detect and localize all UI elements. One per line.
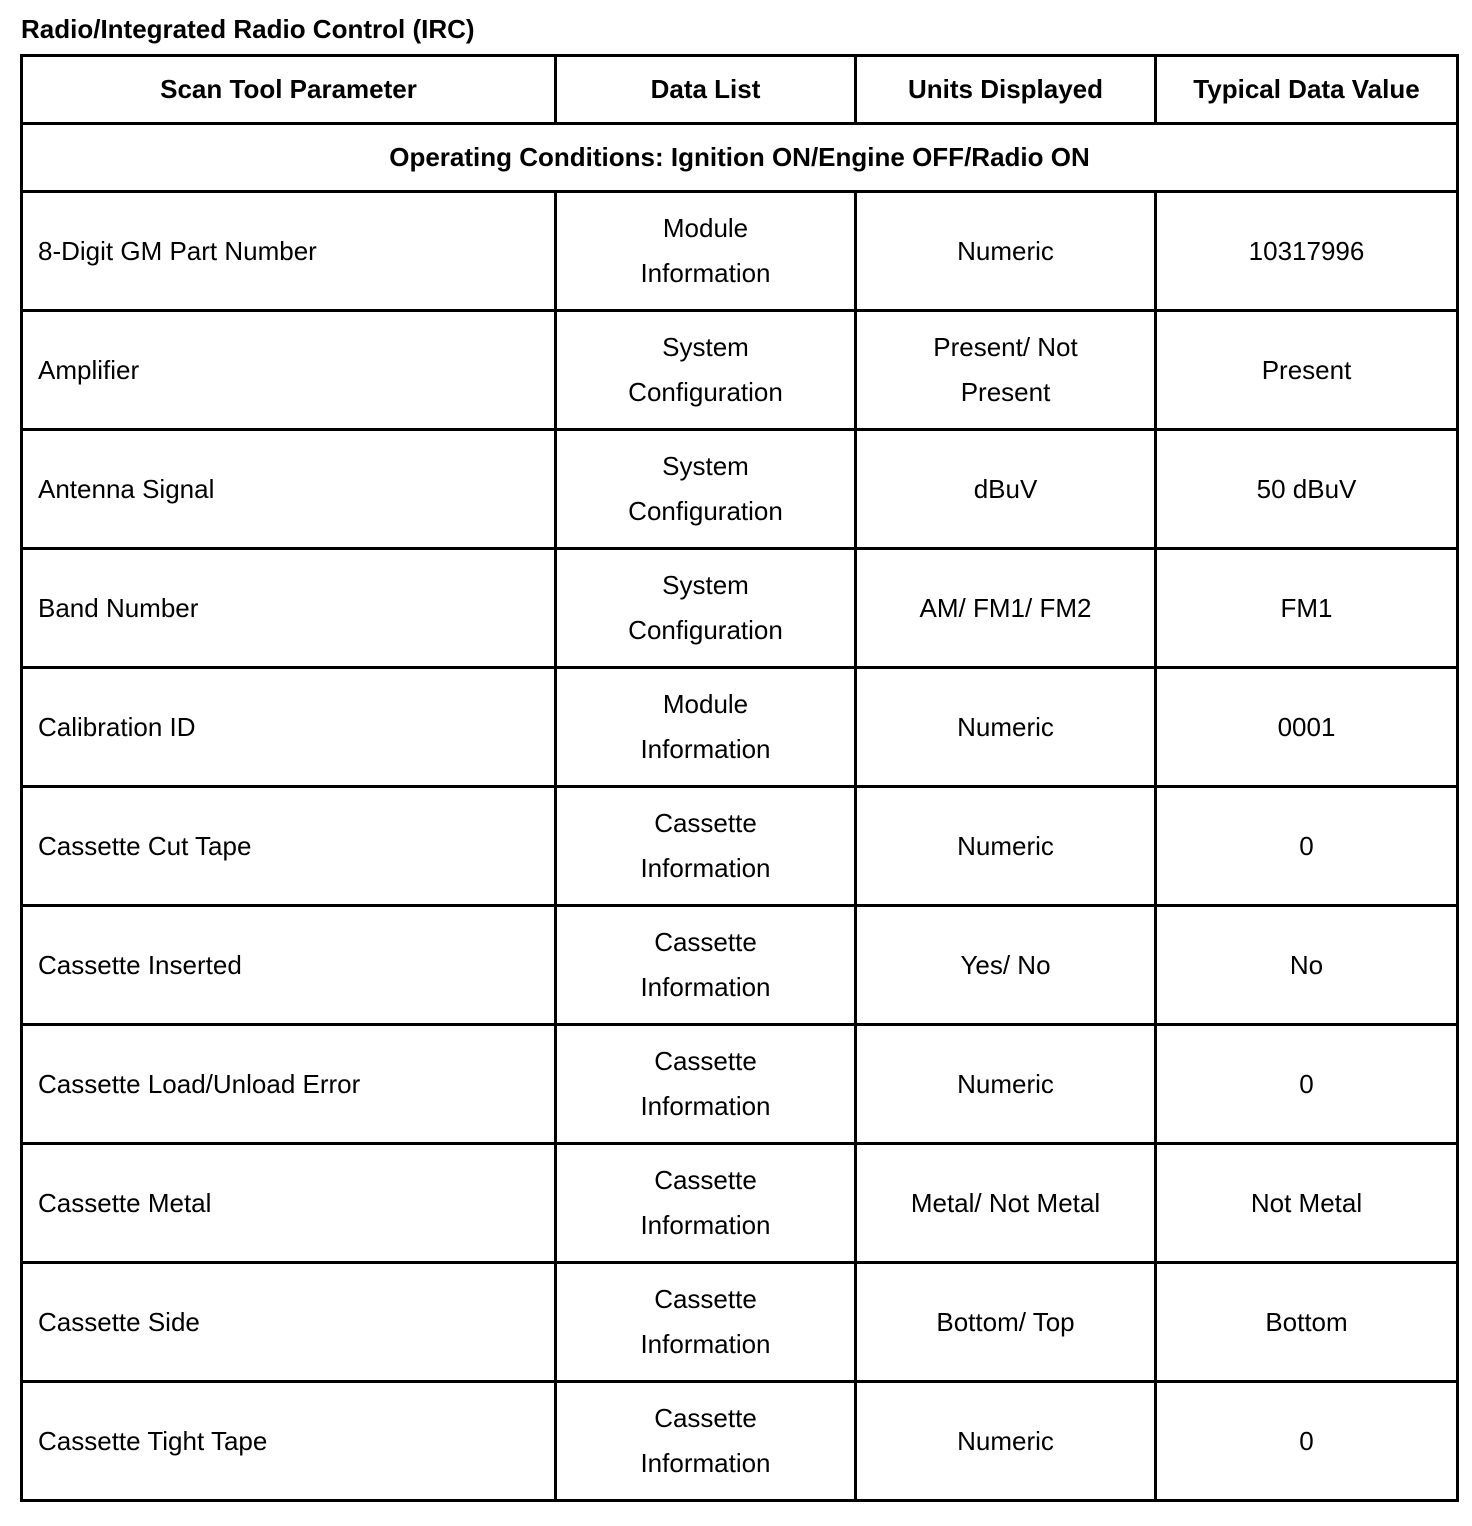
operating-conditions-cell: Operating Conditions: Ignition ON/Engine OFF/Radio ON — [22, 124, 1458, 192]
table-row — [22, 668, 1458, 787]
typical-data-value-text: 50 dBuV — [1256, 473, 1357, 504]
typical-data-value-text: Present — [1261, 354, 1352, 385]
data-list-text: Cassette Information — [640, 808, 771, 883]
typical-data-value-cell — [1156, 787, 1458, 906]
parameter-text: Amplifier — [38, 354, 140, 385]
parameter-cell — [22, 192, 556, 311]
parameter-text: Cassette Side — [38, 1306, 200, 1337]
parameter-cell — [22, 906, 556, 1025]
data-list-cell — [556, 430, 856, 549]
data-list-cell — [556, 1144, 856, 1263]
typical-data-value-cell — [1156, 906, 1458, 1025]
data-list-text: Cassette Information — [640, 1403, 771, 1478]
parameter-cell — [22, 668, 556, 787]
table-row — [22, 1025, 1458, 1144]
units-displayed-cell — [856, 787, 1156, 906]
typical-data-value-cell — [1156, 668, 1458, 787]
operating-conditions-row — [22, 124, 1458, 192]
typical-data-value-cell — [1156, 192, 1458, 311]
units-displayed-text: Numeric — [957, 1425, 1054, 1456]
header-scan-tool-parameter: Scan Tool Parameter — [22, 56, 556, 124]
units-displayed-text: Yes/ No — [960, 949, 1051, 980]
units-displayed-cell — [856, 311, 1156, 430]
data-list-text: Module Information — [640, 689, 771, 764]
typical-data-value-text: No — [1289, 949, 1324, 980]
parameter-text: Calibration ID — [38, 711, 196, 742]
header-units-displayed: Units Displayed — [856, 56, 1156, 124]
data-list-cell — [556, 311, 856, 430]
parameter-text: 8-Digit GM Part Number — [38, 235, 317, 266]
parameter-cell — [22, 549, 556, 668]
typical-data-value-text: 0 — [1299, 830, 1314, 861]
parameter-text: Cassette Metal — [38, 1187, 212, 1218]
parameter-text: Cassette Tight Tape — [38, 1425, 268, 1456]
table-row — [22, 311, 1458, 430]
units-displayed-cell — [856, 668, 1156, 787]
data-list-cell — [556, 787, 856, 906]
scan-tool-data-table — [20, 54, 1459, 1502]
data-list-cell — [556, 1382, 856, 1501]
units-displayed-text: dBuV — [973, 473, 1038, 504]
typical-data-value-cell — [1156, 549, 1458, 668]
units-displayed-text: Numeric — [957, 235, 1054, 266]
parameter-text: Antenna Signal — [38, 473, 215, 504]
data-list-cell — [556, 1025, 856, 1144]
parameter-text: Cassette Inserted — [38, 949, 242, 980]
typical-data-value-cell — [1156, 1382, 1458, 1501]
table-row — [22, 1144, 1458, 1263]
typical-data-value-cell — [1156, 311, 1458, 430]
typical-data-value-text: Bottom — [1265, 1306, 1348, 1337]
typical-data-value-text: Not Metal — [1250, 1187, 1363, 1218]
table-row — [22, 787, 1458, 906]
typical-data-value-text: 0001 — [1277, 711, 1336, 742]
typical-data-value-cell — [1156, 430, 1458, 549]
units-displayed-cell — [856, 1144, 1156, 1263]
parameter-text: Band Number — [38, 592, 199, 623]
typical-data-value-text: 0 — [1299, 1425, 1314, 1456]
data-list-text: Module Information — [640, 213, 771, 288]
typical-data-value-cell — [1156, 1263, 1458, 1382]
units-displayed-cell — [856, 1263, 1156, 1382]
table-row — [22, 549, 1458, 668]
typical-data-value-cell — [1156, 1144, 1458, 1263]
data-list-text: System Configuration — [628, 451, 783, 526]
units-displayed-cell — [856, 192, 1156, 311]
data-list-text: Cassette Information — [640, 1165, 771, 1240]
parameter-text: Cassette Cut Tape — [38, 830, 252, 861]
table-row — [22, 906, 1458, 1025]
data-list-text: Cassette Information — [640, 1046, 771, 1121]
header-data-list: Data List — [556, 56, 856, 124]
data-list-cell — [556, 549, 856, 668]
parameter-cell — [22, 430, 556, 549]
data-list-cell — [556, 668, 856, 787]
units-displayed-text: Metal/ Not Metal — [910, 1187, 1101, 1218]
data-list-text: System Configuration — [628, 570, 783, 645]
parameter-cell — [22, 1382, 556, 1501]
parameter-cell — [22, 1025, 556, 1144]
units-displayed-cell — [856, 549, 1156, 668]
header-typical-data-value: Typical Data Value — [1156, 56, 1458, 124]
units-displayed-cell — [856, 430, 1156, 549]
parameter-cell — [22, 1263, 556, 1382]
units-displayed-cell — [856, 1382, 1156, 1501]
typical-data-value-text: 10317996 — [1248, 235, 1365, 266]
table-header-row — [22, 56, 1458, 124]
data-list-text: Cassette Information — [640, 1284, 771, 1359]
document-title: Radio/Integrated Radio Control (IRC) — [21, 14, 475, 44]
parameter-cell — [22, 787, 556, 906]
table-row — [22, 430, 1458, 549]
table-row — [22, 1382, 1458, 1501]
parameter-cell — [22, 1144, 556, 1263]
typical-data-value-text: FM1 — [1280, 592, 1333, 623]
units-displayed-text: Present/ Not Present — [933, 332, 1078, 407]
parameter-cell — [22, 311, 556, 430]
typical-data-value-cell — [1156, 1025, 1458, 1144]
units-displayed-cell — [856, 906, 1156, 1025]
data-list-cell — [556, 1263, 856, 1382]
units-displayed-cell — [856, 1025, 1156, 1144]
typical-data-value-text: 0 — [1299, 1068, 1314, 1099]
data-list-cell — [556, 192, 856, 311]
units-displayed-text: Numeric — [957, 1068, 1054, 1099]
units-displayed-text: Bottom/ Top — [936, 1306, 1075, 1337]
table-row — [22, 1263, 1458, 1382]
units-displayed-text: Numeric — [957, 711, 1054, 742]
data-list-text: System Configuration — [628, 332, 783, 407]
data-list-text: Cassette Information — [640, 927, 771, 1002]
table-row — [22, 192, 1458, 311]
parameter-text: Cassette Load/Unload Error — [38, 1068, 361, 1099]
units-displayed-text: AM/ FM1/ FM2 — [919, 592, 1092, 623]
units-displayed-text: Numeric — [957, 830, 1054, 861]
data-list-cell — [556, 906, 856, 1025]
